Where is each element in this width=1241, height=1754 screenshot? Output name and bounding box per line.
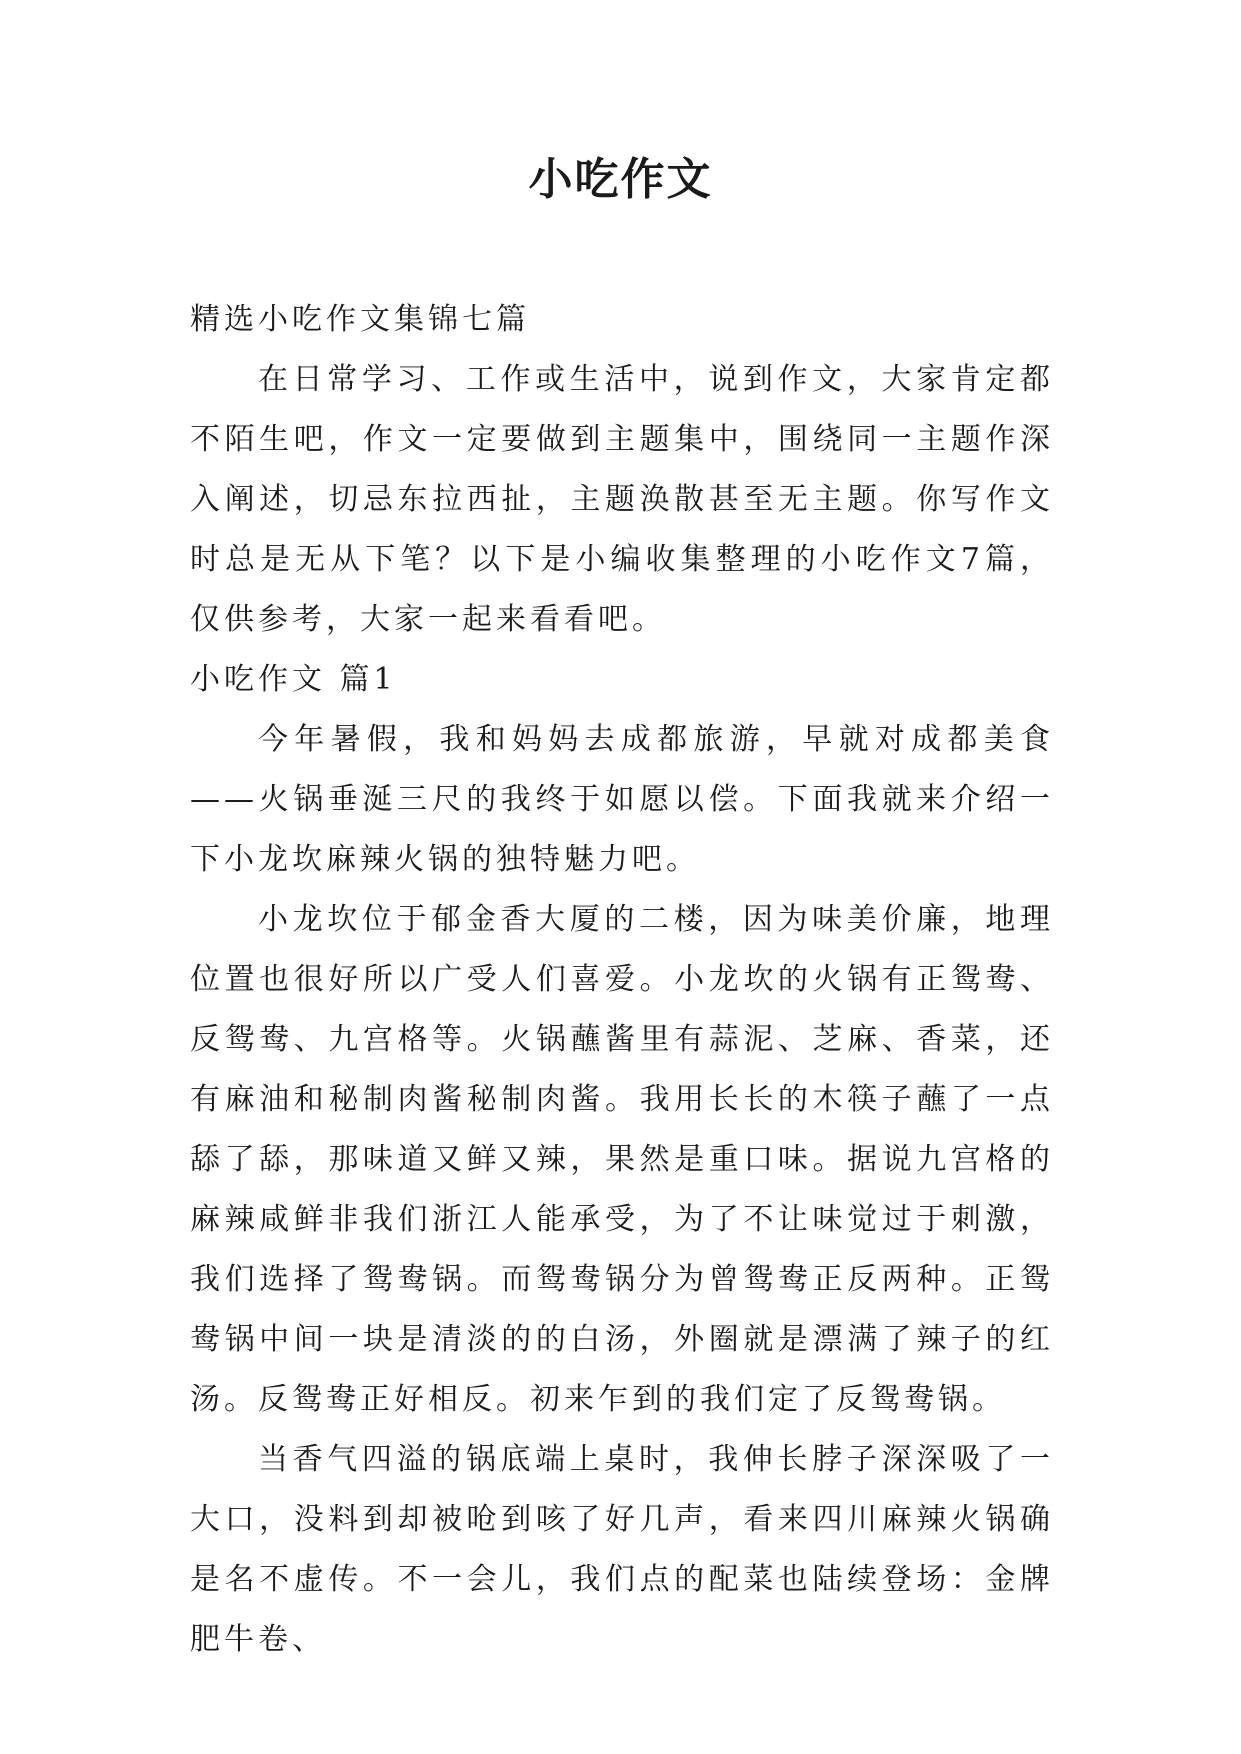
section-heading: 小吃作文 篇1 xyxy=(190,662,397,697)
intro-paragraph: 在日常学习、工作或生活中，说到作文，大家肯定都不陌生吧，作文一定要做到主题集中，围绕同一主题作深入阐述，切忌东拉西扯，主题涣散甚至无主题。你写作文时总是无从下笔？以下是小编收集整理的小吃作文7篇，仅供参考，大家一起来看看吧。 xyxy=(190,362,1054,637)
body-paragraph-2: 小龙坎位于郁金香大厦的二楼，因为味美价廉，地理位置也很好所以广受人们喜爱。小龙坎的火锅有正鸳鸯、反鸳鸯、九宫格等。火锅蘸酱里有蒜泥、芝麻、香菜，还有麻油和秘制肉酱秘制肉酱。我用长长的木筷子蘸了一点舔了舔，那味道又鲜又辣，果然是重口味。据说九宫格的麻辣咸鲜非我们浙江人能承受，为了不让味觉过于刺激，我们选择了鸳鸯锅。而鸳鸯锅分为曾鸳鸯正反两种。正鸳鸯锅中间一块是清淡的的白汤，外圈就是漂满了辣子的红汤。反鸳鸯正好相反。初来乍到的我们定了反鸳鸯锅。 xyxy=(190,902,1054,1417)
body-paragraph-3: 当香气四溢的锅底端上桌时，我伸长脖子深深吸了一大口，没料到却被呛到咳了好几声，看来四川麻辣火锅确是名不虚传。不一会儿，我们点的配菜也陆续登场：金牌肥牛卷、 xyxy=(190,1442,1054,1657)
collection-subtitle: 精选小吃作文集锦七篇 xyxy=(190,302,530,337)
body-paragraph-1: 今年暑假，我和妈妈去成都旅游，早就对成都美食——火锅垂涎三尺的我终于如愿以偿。下面我就来介绍一下小龙坎麻辣火锅的独特魅力吧。 xyxy=(190,722,1054,877)
document-title: 小吃作文 xyxy=(528,154,713,205)
document-body xyxy=(190,290,1054,1670)
